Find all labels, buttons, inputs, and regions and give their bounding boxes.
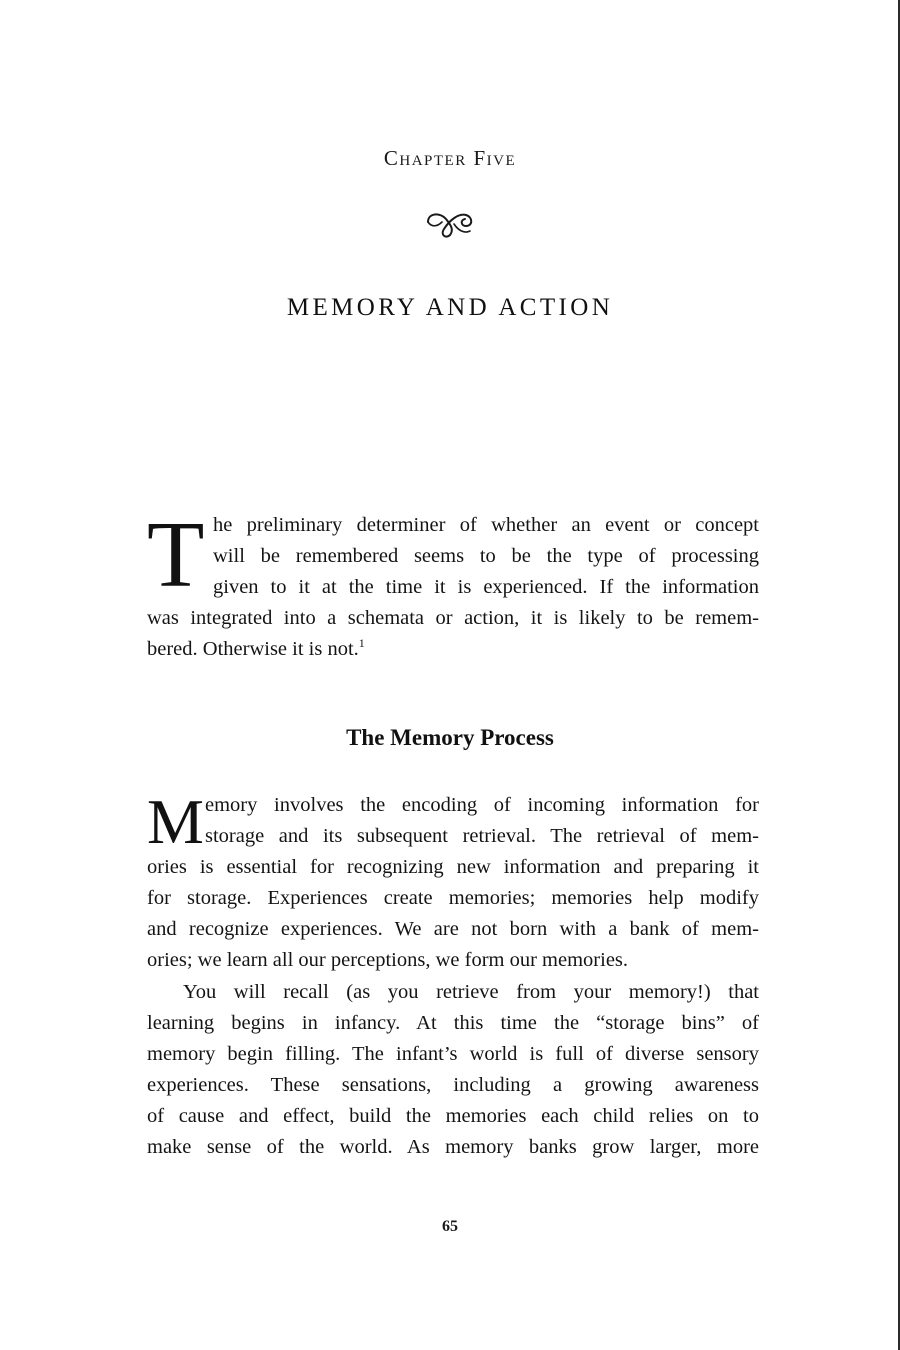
text-line: bered. Otherwise it is not.: [147, 638, 359, 660]
drop-cap: M: [147, 786, 204, 857]
text-line: and recognize experiences. We are not born with a bank of mem-: [147, 918, 759, 940]
text-line: storage and its subsequent retrieval. The retrieval of mem-: [205, 825, 759, 847]
text-line: was integrated into a schemata or action, it is likely to be remem-: [147, 607, 759, 629]
intro-paragraph: [147, 503, 759, 665]
text-line: will be remembered seems to be the type of processing: [213, 545, 759, 567]
text-line: for storage. Experiences create memories; memories help modify: [147, 887, 759, 909]
text-line: emory involves the encoding of incoming information for: [205, 794, 759, 816]
text-line: You will recall (as you retrieve from your memory!) that: [183, 981, 759, 1003]
text-line: he preliminary determiner of whether an event or concept: [213, 514, 759, 536]
drop-cap: T: [147, 503, 205, 607]
text-line: of cause and effect, build the memories each child relies on to: [147, 1105, 759, 1127]
text-line: memory begin filling. The infant’s world is full of diverse sensory: [147, 1043, 759, 1065]
text-line: ories is essential for recognizing new information and preparing it: [147, 856, 759, 878]
chapter-title: MEMORY AND ACTION: [286, 294, 614, 321]
text-line: ories; we learn all our perceptions, we form our memories.: [147, 949, 629, 971]
text-line: given to it at the time it is experienced. If the information: [213, 576, 759, 598]
chapter-label: Chapter Five: [383, 146, 517, 170]
text-line: experiences. These sensations, including a growing awareness: [147, 1074, 759, 1096]
section-paragraph-1: [147, 786, 759, 976]
footnote-ref[interactable]: 1: [358, 636, 365, 651]
fleuron-ornament-icon: [424, 204, 476, 240]
section-heading: The Memory Process: [346, 725, 554, 750]
text-line: learning begins in infancy. At this time the “storage bins” of: [147, 1012, 759, 1034]
section-paragraph-2: [147, 977, 759, 1163]
text-line: make sense of the world. As memory banks grow larger, more: [147, 1136, 759, 1158]
page-number: 65: [442, 1218, 458, 1235]
text-line-with-footnote: [147, 634, 759, 665]
